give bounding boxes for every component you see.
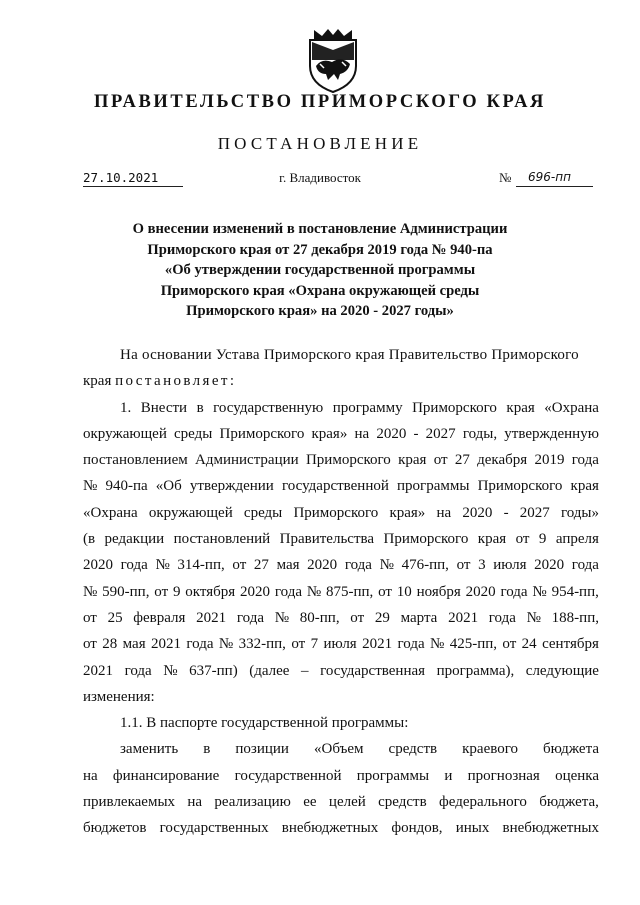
body-line	[83, 736, 599, 762]
word: (в	[83, 531, 96, 548]
word: от	[456, 557, 471, 574]
word: 425-пп,	[449, 636, 498, 653]
word: 314-пп,	[177, 557, 225, 574]
word: ее	[303, 794, 317, 811]
word: Администрации	[195, 452, 299, 469]
word: от	[83, 636, 97, 653]
word: от	[515, 531, 530, 548]
word: года	[274, 583, 302, 600]
word: годы,	[462, 425, 498, 442]
word: на	[83, 767, 98, 784]
body-line	[83, 579, 599, 605]
word: года	[344, 557, 372, 574]
heading-line: «Об утверждении государственной программы	[164, 262, 476, 278]
word: окружающей	[148, 504, 233, 521]
word: 2020	[465, 583, 496, 600]
word: Приморского	[219, 425, 305, 442]
word: сентября	[542, 636, 599, 653]
word: «Охрана	[83, 504, 138, 521]
word: Правительства	[279, 531, 375, 548]
body-line	[83, 789, 599, 815]
word: финансирование	[112, 767, 220, 784]
word: года	[120, 557, 148, 574]
document-number: 696-пп	[528, 170, 571, 184]
word: ноября	[416, 583, 461, 600]
word: 28	[102, 636, 118, 653]
word: 2027	[519, 504, 550, 521]
heading-line: Приморского края от 27 декабря 2019 года № 940-па	[147, 241, 493, 258]
word: мая	[122, 636, 146, 653]
word: года	[397, 636, 425, 653]
word: 332-пп,	[238, 636, 286, 653]
word: следующие	[525, 662, 599, 679]
word: края»	[389, 504, 426, 521]
document-body	[83, 342, 599, 842]
word: 27	[253, 557, 269, 574]
heading-line: Приморского края «Охрана окружающей среды	[160, 282, 480, 299]
word: №	[526, 609, 541, 626]
word: края	[477, 531, 507, 548]
word: 637-пп)	[189, 662, 238, 679]
word: года	[488, 609, 516, 626]
word: 1.	[120, 399, 132, 416]
word: 2021	[83, 662, 113, 679]
word: оценка	[555, 767, 599, 784]
word: 3	[478, 557, 486, 574]
word: в	[203, 741, 211, 758]
word: 2027	[425, 425, 456, 442]
word: №	[155, 557, 170, 574]
government-title: ПРАВИТЕЛЬСТВО ПРИМОРСКОГО КРАЯ	[93, 92, 546, 112]
word: 2020	[83, 557, 113, 574]
document-meta-row	[0, 170, 640, 190]
word: 2020	[307, 557, 338, 574]
word: №	[163, 662, 178, 679]
word: края	[398, 452, 427, 469]
word: от	[154, 583, 169, 600]
resolution-word: постановляет:	[115, 373, 237, 390]
body-text: изменения:	[83, 688, 155, 705]
body-line	[83, 552, 599, 578]
word: года	[186, 636, 214, 653]
word: от	[232, 557, 247, 574]
word: бюджета,	[539, 794, 599, 811]
body-line	[83, 473, 599, 499]
word: постановлений	[173, 531, 271, 548]
document-type: ПОСТАНОВЛЕНИЕ	[217, 134, 423, 153]
body-line	[83, 815, 599, 841]
word: государственных	[159, 820, 269, 837]
date-underline	[83, 186, 183, 187]
word: 954-пп,	[551, 583, 599, 600]
word: 590-пп,	[102, 583, 150, 600]
word: Приморского	[383, 531, 469, 548]
body-line	[83, 684, 599, 710]
body-text: края	[83, 373, 116, 390]
word: 80-пп,	[299, 609, 340, 626]
word: №	[306, 583, 322, 600]
word: от	[502, 636, 517, 653]
word: №	[379, 557, 394, 574]
word: февраля	[133, 609, 186, 626]
word: от	[378, 583, 392, 600]
word: от	[350, 609, 365, 626]
word: №	[218, 636, 234, 653]
body-text: На основании Устава Приморского края Правительство Приморского	[120, 347, 579, 363]
word: июля	[323, 636, 357, 653]
word: от	[291, 636, 306, 653]
body-line	[83, 605, 599, 631]
word: Приморского	[305, 452, 391, 469]
word: утвержденную	[504, 425, 599, 442]
word: 940-па	[105, 478, 148, 495]
document-heading	[0, 219, 640, 322]
heading-line: О внесении изменений в постановление Администрации	[132, 221, 508, 237]
word: года	[500, 583, 528, 600]
word: среды	[243, 504, 283, 521]
word: года	[571, 452, 599, 469]
word: апреля	[555, 531, 599, 548]
heading-line: Приморского края» на 2020 - 2027 годы»	[186, 303, 454, 319]
word: от	[83, 609, 97, 626]
word: постановлением	[83, 452, 188, 469]
body-line	[83, 368, 599, 394]
word: 2020	[240, 583, 271, 600]
word: от	[433, 452, 448, 469]
word: программы	[356, 767, 430, 784]
word: государственная	[320, 662, 426, 679]
word: Приморского	[477, 478, 563, 495]
word: бюджетов	[83, 820, 147, 837]
word: декабря	[477, 452, 528, 469]
word: окружающей	[83, 425, 167, 442]
word: года	[236, 609, 265, 626]
word: (далее	[249, 662, 290, 679]
word: края	[570, 478, 599, 495]
body-line	[83, 526, 599, 552]
number-sign: №	[499, 170, 512, 185]
word: средств	[378, 794, 427, 811]
word: государственной	[281, 478, 389, 495]
word: -	[503, 504, 509, 521]
body-line	[83, 500, 599, 526]
word: №	[430, 636, 445, 653]
word: года	[571, 557, 599, 574]
word: 476-пп,	[401, 557, 449, 574]
word: 2019	[534, 452, 565, 469]
word: 2020	[534, 557, 565, 574]
word: государственной	[234, 767, 342, 784]
word: государственную	[213, 399, 324, 416]
body-line	[83, 342, 599, 368]
word: –	[301, 662, 309, 679]
word: 2020	[462, 504, 493, 521]
word: внебюджетных	[502, 820, 599, 837]
word: №	[83, 583, 98, 600]
body-text: 1.1. В паспорте государственной программы:	[120, 715, 409, 732]
word: октября	[185, 583, 236, 600]
word: 7	[310, 636, 319, 653]
word: 2020	[376, 425, 407, 442]
word: 29	[374, 609, 390, 626]
body-line	[83, 447, 599, 473]
word: на	[354, 425, 370, 442]
word: марта	[400, 609, 438, 626]
word: №	[83, 478, 98, 495]
word: 9	[538, 531, 547, 548]
word: прогнозная	[467, 767, 540, 784]
coat-of-arms-emblem	[302, 26, 364, 94]
word: №	[532, 583, 547, 600]
word: 2021	[362, 636, 393, 653]
word: 10	[396, 583, 412, 600]
word: в	[196, 399, 204, 416]
word: среды	[174, 425, 213, 442]
word: целей	[328, 794, 366, 811]
word: 9	[172, 583, 181, 600]
word: реализацию	[214, 794, 291, 811]
number-underline	[516, 186, 593, 187]
word: заменить	[120, 741, 179, 758]
word: №	[274, 609, 290, 626]
word: и	[444, 767, 453, 784]
body-line	[83, 395, 599, 421]
word: года	[124, 662, 152, 679]
word: редакции	[104, 531, 165, 548]
word: бюджета	[543, 741, 599, 758]
word: иных	[455, 820, 490, 837]
body-line	[83, 710, 599, 736]
word: позиции	[235, 741, 289, 758]
document-date: 27.10.2021	[83, 170, 159, 185]
word: фондов,	[391, 820, 443, 837]
word: «Охрана	[544, 399, 599, 416]
word: края»	[311, 425, 348, 442]
word: 25	[107, 609, 123, 626]
body-line	[83, 763, 599, 789]
word: 2021	[196, 609, 227, 626]
word: края	[506, 399, 535, 416]
document-city: г. Владивосток	[279, 170, 361, 185]
word: внебюджетных	[281, 820, 379, 837]
word: 2021	[150, 636, 181, 653]
word: 27	[454, 452, 470, 469]
word: «Об	[155, 478, 182, 495]
word: Приморского	[293, 504, 379, 521]
body-line	[83, 631, 599, 657]
body-line	[83, 421, 599, 447]
word: привлекаемых	[83, 794, 176, 811]
word: средств	[388, 741, 438, 758]
word: июля	[493, 557, 527, 574]
word: на	[187, 794, 203, 811]
word: мая	[276, 557, 300, 574]
word: -	[413, 425, 419, 442]
word: программы	[397, 478, 470, 495]
body-line	[83, 658, 599, 684]
word: 875-пп,	[325, 583, 374, 600]
word: годы»	[560, 504, 599, 521]
word: на	[436, 504, 452, 521]
word: программа),	[436, 662, 515, 679]
word: федерального	[439, 794, 527, 811]
word: 2021	[448, 609, 479, 626]
word: 188-пп,	[551, 609, 599, 626]
word: «Объем	[313, 741, 364, 758]
word: программу	[332, 399, 403, 416]
word: краевого	[462, 741, 518, 758]
word: Внести	[140, 399, 188, 416]
word: утверждении	[189, 478, 274, 495]
word: Приморского	[412, 399, 497, 416]
word: 24	[521, 636, 537, 653]
